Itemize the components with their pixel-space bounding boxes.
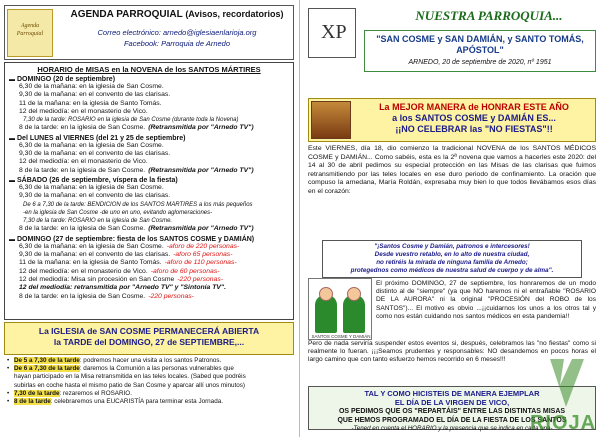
mass-line xyxy=(9,91,289,99)
schedule-time: 7,30 de la tarde xyxy=(14,389,60,397)
saints-image xyxy=(311,101,351,139)
church-open-line2: la TARDE del DOMINGO, 27 de SEPTIEMBRE,... xyxy=(53,337,245,347)
mass-line xyxy=(9,192,289,200)
mass-line xyxy=(9,184,289,192)
days-list xyxy=(9,76,289,301)
capacity-note: -220 personas- xyxy=(148,292,194,300)
honor-line2: a los SANTOS COSME y DAMIÁN ES... xyxy=(392,113,556,123)
day-header xyxy=(9,76,289,83)
mass-line xyxy=(9,201,289,209)
mass-time-text: De 6 a 7,30 de la tarde: BENDICIÓN de los SANTOS MÁRTIRES a los más pequeños xyxy=(23,201,253,208)
mass-time-text: 12 del mediodía: en el monasterio de Vico. xyxy=(19,158,148,166)
mass-line xyxy=(9,284,289,292)
bullet-icon: ▬ xyxy=(9,135,15,142)
nuestra-parroquia-title: NUESTRA PARROQUIA... xyxy=(415,8,563,23)
mass-line xyxy=(9,217,289,225)
mass-time-text: 11 de la mañana: en la iglesia de Santo Tomás. xyxy=(19,99,162,107)
mass-line xyxy=(9,150,289,158)
issue-date: ARNEDO, 20 de septiembre de 2020, nº 1951 xyxy=(408,59,552,66)
novena-paragraph: Este VIERNES, día 18, dio comienzo la tradicional NOVENA de los SANTOS MÉDICOS COSME y DAMIÁN... Como sabéis, esta es la 2ª novena que vamos a hacerles este 2020: del 14 al 30 de abril pedimos su especial protección en las Misas de las clarisas que fuimos retransmitiendo por las teles locales en ese duro periodo de confinamiento. La oración que compuso la arnedana, María Roldán, expresaba muy bien lo que todos llevábamos esos días en el corazón: xyxy=(308,145,596,195)
schedule-time: De 6 a 7,30 de la tarde xyxy=(14,365,80,373)
parish-logo xyxy=(308,8,356,58)
honor-box xyxy=(308,98,596,142)
contact-info xyxy=(61,27,293,49)
schedule-item xyxy=(4,398,294,406)
mass-line xyxy=(9,259,289,267)
facebook-line[interactable]: Facebook: Parroquia de Arnedo xyxy=(123,39,231,48)
sunday-paragraph: El próximo DOMINGO, 27 de septiembre, los honraremos de un modo distinto al de "siempre" (ya que NO haremos ni el entrañable "ROSARIO DE LA AURORA" ni la original "PROCESIÓN del ROBO de los SANTOS")... El motivo es obvio ...¡¡cuidarnos los unos a los otros tal y como nos están cuidando nos santos médicos en esta pandemia!! xyxy=(376,280,596,320)
mass-time-text: 9,30 de la mañana: en el convento de las clarisas. xyxy=(19,150,171,158)
horario-title: HORARIO de MISAS en la NOVENA de los SANTOS MÁRTIRES xyxy=(37,65,261,74)
mass-time-text: 9,30 de la mañana: en el convento de las clarisas. xyxy=(19,91,171,99)
mass-time-text: 12 del mediodía: en el monasterio de Vico. xyxy=(19,107,148,115)
honor-line3: ¡¡NO CELEBRAR las "NO FIESTAS"!! xyxy=(395,124,553,134)
mass-line xyxy=(9,142,289,150)
final-line4: QUE HEMOS PROGRAMADO EL DÍA DE LA FIESTA DE LOS SANTOS xyxy=(337,417,567,424)
church-open-box xyxy=(4,322,294,355)
agenda-title-sub: (Avisos, recordatorios) xyxy=(185,9,284,19)
broadcast-note: (Retransmitida por "Arnedo TV") xyxy=(148,124,254,132)
mass-line xyxy=(9,167,289,175)
capacity-note: -aforo de 60 personas- xyxy=(150,267,220,275)
day-header xyxy=(9,135,289,142)
mass-time-text: 8 de la tarde: en la iglesia de San Cosme. xyxy=(19,292,146,300)
saint-head-right xyxy=(347,287,361,301)
mass-time-text: 9,30 de la mañana: en el convento de las clarisas. xyxy=(19,192,171,200)
schedule-text: hayan participado en la Misa retransmitida en las teles locales. (Sabed que podréis xyxy=(14,373,246,381)
mass-time-text: 6,30 de la mañana: en la iglesia de San Cosme. xyxy=(19,83,164,90)
mass-line xyxy=(9,158,289,166)
honor-text xyxy=(355,102,593,135)
final-line2: EL DÍA DE LA VIRGEN DE VICO, xyxy=(394,398,510,407)
agenda-title-main: AGENDA PARROQUIAL xyxy=(70,9,183,20)
mass-time-text: 11 de la mañana: en la iglesia de Santo Tomás. xyxy=(19,259,162,267)
schedule-text: : rezaremos el ROSARIO. xyxy=(59,389,132,397)
day-header-text: DOMINGO (20 de septiembre) xyxy=(17,76,116,83)
bullet-icon: ▬ xyxy=(9,236,15,243)
broadcast-note: (Retransmitida por "Arnedo TV") xyxy=(148,225,254,233)
day-header xyxy=(9,236,289,243)
schedule-text: : daremos la Comunión a las personas vulnerables que xyxy=(79,365,234,373)
horario-box xyxy=(4,62,294,320)
mass-line xyxy=(9,108,289,116)
schedule-item xyxy=(4,382,294,390)
schedule-item xyxy=(4,373,294,381)
mass-time-text: 12 del mediodía: en el monasterio de Vico. xyxy=(19,267,148,275)
watermark-text: RIOJA xyxy=(529,412,597,434)
email-line[interactable]: Correo electrónico: arnedo@iglesiaenlarioja.org xyxy=(97,28,257,37)
mass-line xyxy=(9,83,289,91)
schedule-text: : podremos hacer una visita a los santos Patronos. xyxy=(79,357,222,364)
rioja-watermark xyxy=(526,355,600,435)
mass-time-text: 7,30 de la tarde: ROSARIO en la iglesia de San Cosme. xyxy=(23,218,173,225)
schedule-time: De 5 a 7,30 de la tarde xyxy=(14,357,80,364)
final-line1: TAL Y COMO HICISTEIS DE MANERA EJEMPLAR xyxy=(364,389,540,398)
day-header-text: SÁBADO (26 de septiembre, víspera de la fiesta) xyxy=(17,176,178,184)
sunday-afternoon-list xyxy=(4,357,294,406)
mass-line xyxy=(9,116,289,124)
agenda-logo xyxy=(7,9,53,57)
mass-line xyxy=(9,124,289,132)
quote-line4: protegednos como médicos de nuestra salud de cuerpo y de alma". xyxy=(350,267,554,274)
agenda-title xyxy=(61,9,293,20)
mass-line xyxy=(9,100,289,108)
day-header xyxy=(9,177,289,184)
mass-line xyxy=(9,268,289,276)
illustration-caption: SANTOS COSME Y DAMIÁN xyxy=(311,334,371,339)
prayer-quote xyxy=(322,240,582,278)
quote-line1: "¡Santos Cosme y Damián, patronos e intercesores! xyxy=(374,243,530,250)
mass-time-text: 8 de la tarde: en la iglesia de San Cosme. xyxy=(19,124,146,132)
church-open-line1: La IGLESIA de SAN COSME PERMANECERÁ ABIERTA xyxy=(38,326,260,336)
schedule-time: 8 de la tarde xyxy=(14,398,51,406)
final-line3: OS PEDIMOS QUE OS "REPARTÁIS" ENTRE LAS DISTINTAS MISAS xyxy=(338,408,566,415)
mass-line xyxy=(9,243,289,251)
capacity-note: -220 personas- xyxy=(177,275,223,283)
mass-time-text: 9,30 de la mañana: en el convento de las clarisas. xyxy=(19,251,171,259)
honor-line1: La MEJOR MANERA de HONRAR ESTE AÑO xyxy=(379,102,569,112)
broadcast-note: (Retransmitida por "Arnedo TV") xyxy=(148,166,254,174)
capacity-note: -aforo 65 personas- xyxy=(173,251,233,259)
agenda-header xyxy=(4,5,294,60)
schedule-item xyxy=(4,390,294,398)
mass-line xyxy=(9,209,289,217)
mass-line xyxy=(9,293,289,301)
right-page xyxy=(304,0,600,437)
issue-topic-box xyxy=(364,30,596,72)
schedule-text: subirlas en coche hasta el mismo patio de San Cosme y aparcar allí unos minutos) xyxy=(14,381,245,389)
issue-topic: "SAN COSME y SAN DAMIÁN, y SANTO TOMÁS, APÓSTOL" xyxy=(376,34,584,55)
capacity-note: -aforo de 110 personas- xyxy=(164,259,237,267)
day-header-text: Del LUNES al VIERNES (del 21 y 25 de septiembre) xyxy=(17,134,186,142)
agenda-logo-text: Agenda Parroquial xyxy=(16,23,44,37)
mass-time-text: -en la iglesia de San Cosme -de uno en uno, evitando aglomeraciones- xyxy=(23,209,213,216)
schedule-item xyxy=(4,365,294,373)
saint-head-left xyxy=(319,287,333,301)
schedule-text: : celebraremos una EUCARISTÍA para terminar esta Jornada. xyxy=(50,398,223,406)
mass-line xyxy=(9,251,289,259)
final-line5: -Tened en cuenta el HORARIO y la presencia que se indica en cada una- xyxy=(351,425,553,432)
saints-illustration xyxy=(308,278,372,340)
mass-time-text: 7,30 de la tarde: ROSARIO en la iglesia de San Cosme (durante toda la Novena) xyxy=(23,117,239,124)
capacity-note: -aforo de 220 personas- xyxy=(166,242,240,250)
quote-line3: no retiréis la mirada de ninguna familia de Arnedo; xyxy=(376,259,528,266)
mass-line xyxy=(9,276,289,284)
mass-time-text: 6,30 de la mañana: en la iglesia de San Cosme. xyxy=(19,242,164,250)
mass-time-text: 6,30 de la mañana: en la iglesia de San Cosme. xyxy=(19,141,164,149)
mass-time-text: 12 del mediodía: Misa sin procesión en San Cosme xyxy=(19,275,175,283)
tv-logo-icon xyxy=(546,355,586,411)
bullet-icon: ▬ xyxy=(9,177,15,184)
chi-rho-icon: XP xyxy=(321,21,347,43)
mass-time-text: 8 de la tarde: en la iglesia de San Cosme. xyxy=(19,225,146,233)
mass-time-text: 6,30 de la mañana: en la iglesia de San Cosme. xyxy=(19,183,164,191)
quote-line2: Desde vuestro retablo, en lo alto de nuestra ciudad, xyxy=(374,251,530,258)
schedule-item xyxy=(4,357,294,365)
prudence-paragraph: Pero de nada serviría suspender estos eventos si, después, celebramos las "no fiestas" como si realmente lo fueran. ¡¡¡Seamos prudentes y responsables: NO desandemos en pocos horas el largo camino que con tanto esfuerzo hemos recorrido en 6 meses!!! xyxy=(308,340,596,364)
mass-time-text: 12 del mediodía: retransmitida por "Arnedo TV" y "Sintonía TV". xyxy=(19,284,227,292)
day-header-text: DOMINGO (27 de septiembre: fiesta de los SANTOS COSME y DAMIÁN) xyxy=(17,235,255,243)
bullet-icon: ▬ xyxy=(9,77,15,83)
mass-line xyxy=(9,225,289,233)
mass-time-text: 8 de la tarde: en la iglesia de San Cosme. xyxy=(19,166,146,174)
